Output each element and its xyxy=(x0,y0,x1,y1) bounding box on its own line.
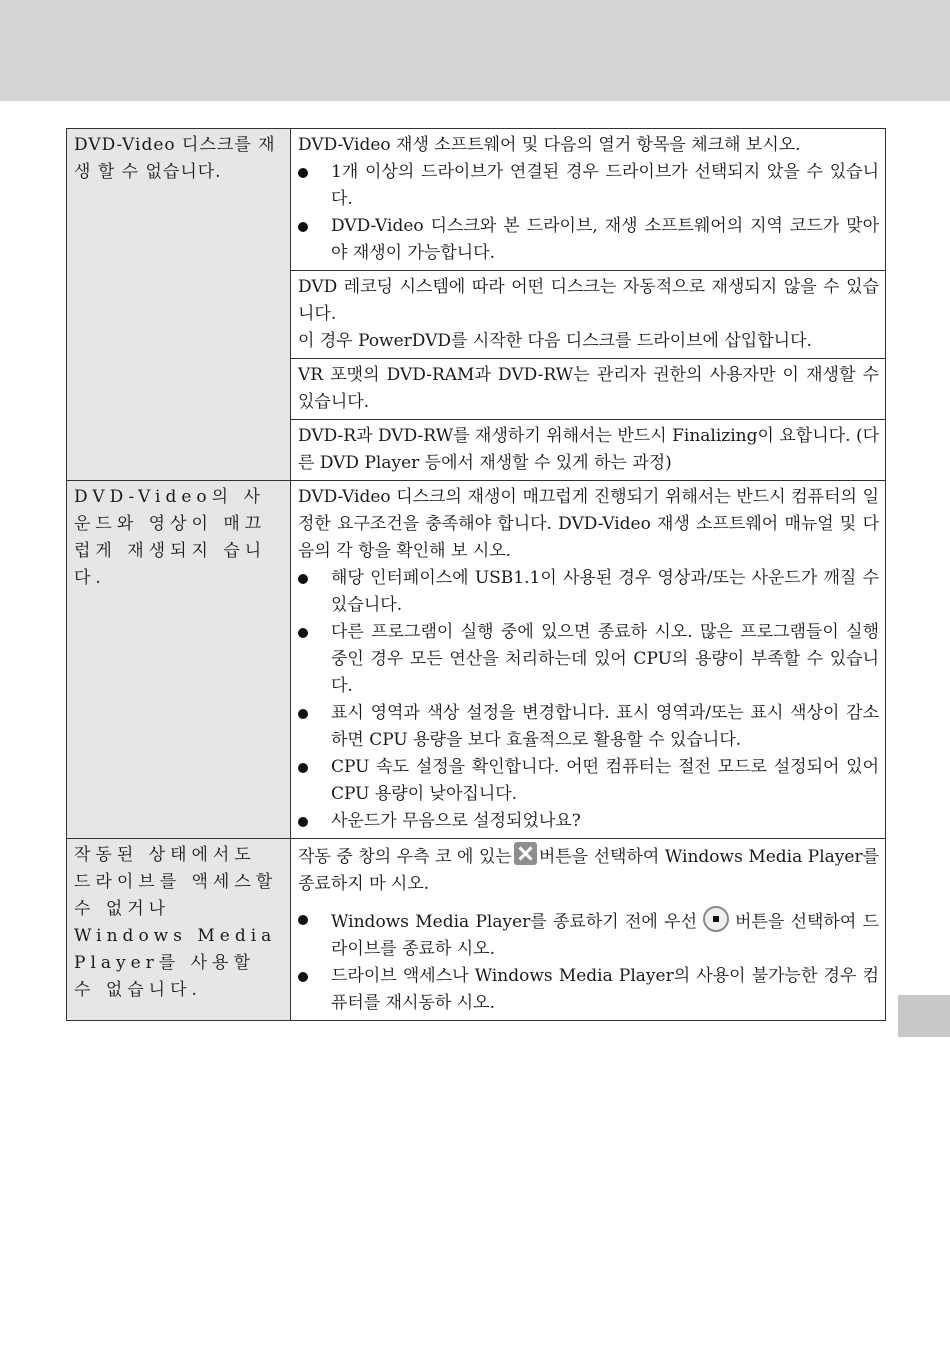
list-item xyxy=(298,754,879,808)
problem-cell: DVD-Video 디스크를 재생 할 수 없습니다. xyxy=(67,129,291,481)
solution-text: 버튼을 선택하여 Windows Media Player를 종료하지 마 시오. xyxy=(298,847,879,894)
solution-text: 이 경우 PowerDVD를 시작한 다음 디스크를 드라이브에 삽입합니다. xyxy=(298,331,812,351)
solution-cell xyxy=(291,129,886,271)
bullet-list xyxy=(298,159,879,267)
list-item-text: 드라이브 액세스나 Windows Media Player의 사용이 불가능한 경우 컴퓨터를 재시동하 시오. xyxy=(331,966,879,1013)
bullet-icon xyxy=(298,222,308,232)
bullet-icon xyxy=(298,168,308,178)
bullet-icon xyxy=(298,915,308,925)
solution-cell: DVD-R과 DVD-RW를 재생하기 위해서는 반드시 Finalizing이 요합니다. (다른 DVD Player 등에서 재생할 수 있게 하는 과정) xyxy=(291,420,886,481)
table-row xyxy=(67,481,886,839)
solution-intro: DVD-Video 디스크의 재생이 매끄럽게 진행되기 위해서는 반드시 컴퓨터의 일정한 요구조건을 충족해야 합니다. DVD-Video 재생 소프트웨어 매뉴얼 및 다음의 각 항을 확인해 보 시오. xyxy=(298,487,879,561)
solution-intro: DVD-Video 재생 소프트웨어 및 다음의 열거 항목을 체크해 보시오. xyxy=(298,135,801,155)
bullet-icon xyxy=(298,574,308,584)
bullet-icon xyxy=(298,817,308,827)
solution-cell xyxy=(291,839,886,1021)
bullet-icon xyxy=(298,763,308,773)
close-x-icon xyxy=(514,842,537,865)
solution-intro xyxy=(298,842,879,898)
list-item xyxy=(298,963,879,1017)
bullet-list xyxy=(298,565,879,835)
list-item-text: 해당 인터페이스에 USB1.1이 사용된 경우 영상과/또는 사운드가 깨질 수 있습니다. xyxy=(331,568,879,615)
stop-drive-icon xyxy=(703,906,729,932)
solution-text: DVD 레코딩 시스템에 따라 어떤 디스크는 자동적으로 재생되지 않을 수 있습니다. xyxy=(298,277,879,324)
troubleshooting-table xyxy=(66,128,886,1021)
bullet-icon xyxy=(298,709,308,719)
solution-cell: VR 포맷의 DVD-RAM과 DVD-RW는 관리자 권한의 사용자만 이 재생할 수 있습니다. xyxy=(291,359,886,420)
bullet-icon xyxy=(298,628,308,638)
problem-cell: DVD-Video의 사운드와 영상이 매끄럽게 재생되지 습니다. xyxy=(67,481,291,839)
list-item xyxy=(298,565,879,619)
list-item-text: Windows Media Player를 종료하기 전에 우선 xyxy=(331,912,698,932)
list-item-text: 다른 프로그램이 실행 중에 있으면 종료하 시오. 많은 프로그램들이 실행 중인 경우 모든 연산을 처리하는데 있어 CPU의 용량이 부족할 수 있습니다. xyxy=(331,622,879,696)
solution-text: 작동 중 창의 우측 코 에 있는 xyxy=(298,847,512,867)
list-item xyxy=(298,619,879,700)
chapter-tab xyxy=(898,995,950,1037)
bullet-list xyxy=(298,906,879,1017)
list-item-text: DVD-Video 디스크와 본 드라이브, 재생 소프트웨어의 지역 코드가 맞아야 재생이 가능합니다. xyxy=(331,216,879,263)
list-item xyxy=(298,213,879,267)
bullet-icon xyxy=(298,972,308,982)
problem-cell: 작동된 상태에서도 드라이브를 액세스할 수 없거나 Windows Media Player를 사용할 수 없습니다. xyxy=(67,839,291,1021)
list-item-text: 1개 이상의 드라이브가 연결된 경우 드라이브가 선택되지 았을 수 있습니다. xyxy=(331,162,879,209)
solution-cell xyxy=(291,481,886,839)
list-item xyxy=(298,159,879,213)
list-item-text: 사운드가 무음으로 설정되었나요? xyxy=(331,811,581,831)
list-item-text: 버튼을 선택하여 드라이브를 종료하 시오. xyxy=(331,912,880,959)
solution-cell xyxy=(291,271,886,359)
header-band xyxy=(0,0,950,101)
table-row xyxy=(67,129,886,271)
list-item xyxy=(298,808,879,835)
list-item-text: CPU 속도 설정을 확인합니다. 어떤 컴퓨터는 절전 모드로 설정되어 있어 CPU 용량이 낮아집니다. xyxy=(331,757,879,804)
list-item-text: 표시 영역과 색상 설정을 변경합니다. 표시 영역과/또는 표시 색상이 감소하면 CPU 용량을 보다 효율적으로 활용할 수 있습니다. xyxy=(331,703,879,750)
table-row xyxy=(67,839,886,1021)
list-item xyxy=(298,700,879,754)
list-item xyxy=(298,906,879,963)
